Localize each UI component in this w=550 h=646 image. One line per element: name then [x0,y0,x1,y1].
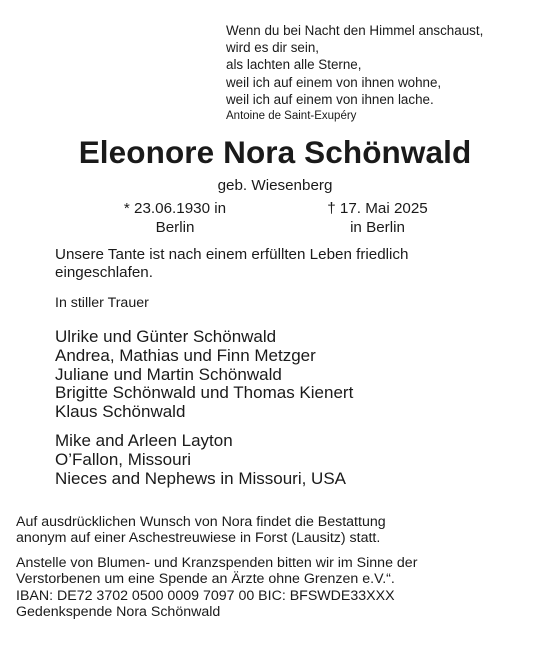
poem-quote [226,22,544,124]
family-member: Brigitte Schönwald und Thomas Kienert [55,383,354,403]
family-member: Ulrike und Günter Schönwald [55,327,277,346]
family-member: Juliane und Martin Schönwald [55,364,282,384]
donation-note-line: Anstelle von Blumen- und Kranzspenden bitten wir im Sinne der [16,555,418,571]
birth-name: geb. Wiesenberg [217,177,333,194]
family-group-1 [55,328,353,422]
intro-text [55,246,535,282]
death-date [300,200,455,237]
poem-line-1: Wenn du bei Nacht den Himmel anschaust, [226,23,484,38]
bank-details: IBAN: DE72 3702 0500 0009 7097 00 BIC: BFSWDE33XXX [16,587,395,604]
donation-note-line: Verstorbenen um eine Spende an Ärzte ohne Grenzen e.V.“. [16,571,395,588]
intro-line-1: Unsere Tante ist nach einem erfüllten Leben friedlich [55,246,409,263]
death-place: in Berlin [350,218,405,236]
birth-date-line: * 23.06.1930 in [123,200,227,217]
funeral-note [16,514,546,547]
mourning-note: In stiller Trauer [55,295,149,311]
birth-place: Berlin [155,218,195,236]
family-member: Andrea, Mathias und Finn Metzger [55,345,316,365]
donation-note [16,555,546,621]
birth-date [100,200,250,237]
poem-line-5: weil ich auf einem von ihnen lache. [226,91,434,107]
family-member: Mike and Arleen Layton [55,431,233,450]
poem-author: Antoine de Saint-Exupéry [226,110,357,123]
funeral-note-line: Auf ausdrücklichen Wunsch von Nora findet die Bestattung [16,514,386,530]
poem-line-4: weil ich auf einem von ihnen wohne, [226,74,442,90]
deceased-name: Eleonore Nora Schönwald [78,134,472,170]
intro-line-2: eingeschlafen. [55,264,153,281]
family-member: Nieces and Nephews in Missouri, USA [55,468,347,488]
family-group-2 [55,432,346,488]
poem-line-3: als lachten alle Sterne, [226,57,362,73]
death-date-line: † 17. Mai 2025 [327,200,428,217]
funeral-note-line: anonym auf einer Aschestreuwiese in Forst (Lausitz) statt. [16,530,381,547]
family-member: O’Fallon, Missouri [55,449,192,469]
donation-reference: Gedenkspende Nora Schönwald [16,604,221,621]
poem-line-2: wird es dir sein, [226,40,320,56]
family-member: Klaus Schönwald [55,402,186,422]
